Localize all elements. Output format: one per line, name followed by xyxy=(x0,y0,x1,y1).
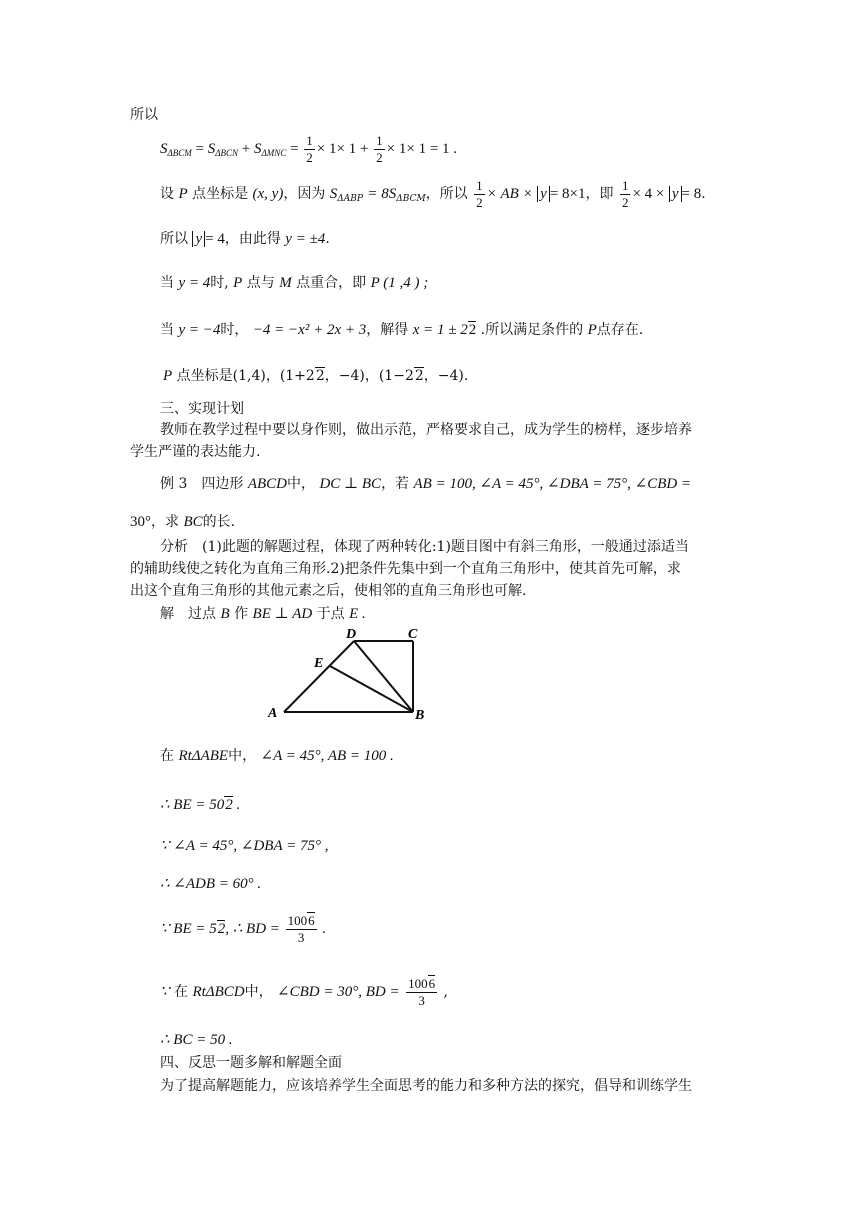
paragraph-3-line-1: 教师在教学过程中要以身作则，做出示范，严格要求自己，成为学生的榜样，逐步培养 xyxy=(160,422,692,438)
paragraph-4-line-1: 为了提高解题能力，应该培养学生全面思考的能力和多种方法的探究，倡导和训练学生 xyxy=(160,1078,692,1094)
label-b: B xyxy=(415,708,425,722)
label-a: A xyxy=(268,706,278,721)
example-3-line-1: 例 3 四边形 ABCD中， DC ⊥ BC，若 AB = 100, ∠A = 45°, ∠DBA = 75°, ∠CBD = xyxy=(160,476,692,492)
label-e: E xyxy=(314,656,324,671)
line-p-coordinates: P 点坐标是(1,4)，(1+22，−4)，(1−22，−4). xyxy=(163,368,469,384)
text-suoyi: 所以 xyxy=(130,107,158,123)
analysis-line-3: 出这个直角三角形的其他元素之后，使相邻的直角三角形也可解. xyxy=(130,583,527,599)
label-d: D xyxy=(346,627,357,642)
heading-section-4: 四、反思一题多解和解题全面 xyxy=(160,1055,342,1071)
fraction-half: $\frac{1}{2}$ xyxy=(376,133,383,166)
segment-ad xyxy=(284,641,354,712)
line-be-50: ∴ BE = 502 . xyxy=(160,797,241,813)
line-case-y4: 当 y = 4时, P 点与 M 点重合，即 P (1 ,4 ) ; xyxy=(160,275,429,291)
fraction-half: $\frac{1}{2}$ xyxy=(306,133,313,166)
quadrilateral-figure xyxy=(258,622,438,722)
segment-eb xyxy=(330,666,413,712)
line-rt-abe: 在 RtΔABE中， ∠A = 45°, AB = 100 . xyxy=(160,748,394,764)
label-c: C xyxy=(408,627,418,642)
heading-section-3: 三、实现计划 xyxy=(160,401,244,417)
line-bc-50: ∴ BC = 50 . xyxy=(160,1032,233,1048)
example-3-line-2: 30°，求 BC的长. xyxy=(130,514,236,530)
line-abs-y: 所以 y = 4，由此得 y = ±4. xyxy=(160,231,330,247)
segment-db xyxy=(354,641,413,712)
line-set-p-coordinates: 设 P 点坐标是 (x, y)，因为 $S_{\Delta ABP} = 8S_{\Delta BCM}$，所以 $\frac{1}{2}$ × AB × y = 8×1，即 $\frac{1}{2}$ × 4 × y = 8. xyxy=(160,177,706,210)
analysis-line-1: 分析 (1)此题的解题过程，体现了两种转化:1)题目图中有斜三角形，一般通过添适当 xyxy=(160,539,689,555)
solution-intro: 解 过点 B 作 BE ⊥ AD 于点 E . xyxy=(160,606,366,622)
paragraph-3-line-2: 学生严谨的表达能力. xyxy=(130,444,261,460)
line-rt-bcd: ∵ 在 RtΔBCD中， ∠CBD = 30°, BD = $\frac{1006}{3}$ , xyxy=(160,975,448,1008)
line-case-ym4: 当 y = −4时， −4 = −x² + 2x + 3，解得 x = 1 ± 22 .所以满足条件的 P点存在. xyxy=(160,322,644,338)
equation-area-sum: $S_{\Delta BCM} = S_{\Delta BCN} + S_{\Delta MNC}$ = $\frac{1}{2}$ × 1× 1 + $\frac{1}{2}$ × 1× 1 = 1 . xyxy=(160,133,458,166)
line-angles-given: ∵ ∠A = 45°, ∠DBA = 75° , xyxy=(160,838,329,854)
analysis-line-2: 的辅助线使之转化为直角三角形.2)把条件先集中到一个直角三角形中，使其首先可解，求 xyxy=(130,561,681,577)
line-adb-60: ∴ ∠ADB = 60° . xyxy=(160,876,262,892)
line-bd-value: ∵ BE = 52, ∴ BD = $\frac{1006}{3}$ . xyxy=(160,913,327,946)
